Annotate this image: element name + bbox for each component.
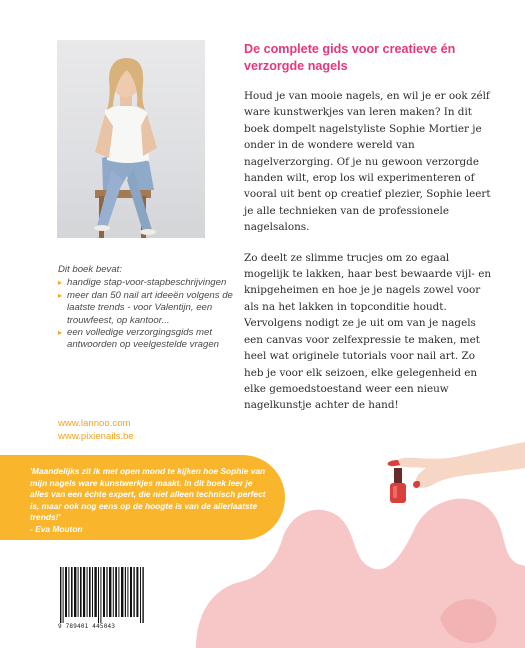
contents-item-text: meer dan 50 nail art ideeën volgens de laatste trends - voor Valentijn, een trouwfeest, op kantoor... <box>67 289 233 326</box>
contents-heading: Dit boek bevat: <box>58 264 122 275</box>
author-site-link[interactable]: www.pixienails.be <box>58 431 134 442</box>
testimonial-quote <box>30 466 270 535</box>
contents-item-text: een volledige verzorgingsgids met antwoorden op veelgestelde vragen <box>67 327 220 351</box>
publisher-link[interactable]: www.lannoo.com <box>58 418 131 429</box>
isbn-number: 9 789401 445043 <box>58 623 116 630</box>
arrow-bullet-icon: ▸ <box>58 278 63 288</box>
barcode-bars-icon <box>58 567 146 623</box>
quote-text: 'Maandelijks zit ik met open mond te kijken hoe Sophie van mijn nagels ware kunstwerkjes maakt. In dit boek leer je alles van een échte expert, die niet alleen technisch perfect is, maar ook nog eens op de hoogte is van de allerlaatste trends!' <box>30 466 266 522</box>
cover-title: De complete gids voor creatieve én verzorgde nagels <box>244 42 456 73</box>
isbn-barcode <box>58 567 146 633</box>
contents-item-text: handige stap-voor-stapbeschrijvingen <box>67 277 227 289</box>
quote-author: - Eva Mouton <box>30 523 83 534</box>
blurb-paragraph: Houd je van mooie nagels, en wil je er ook zélf ware kunstwerkjes van leren maken? In dit boek dompelt nagelstyliste Sophie Mortier je onder in de wondere wereld van nagelverzorging. Of je nu gewoon verzorgde handen wilt, erop los wil experimenteren of vooral uit bent op creatief plezier, Sophie leert je alle technieken van de professionele nagelsalons. <box>244 90 491 234</box>
hand-with-polish-icon <box>388 442 525 503</box>
blurb-paragraph: Zo deelt ze slimme trucjes om zo egaal mogelijk te lakken, haar best bewaarde vijl- en knipgeheimen en hoe je je nagels zowel voor als na het lakken in topconditie houdt. Vervolgens nodigt ze je uit om van je nagels een canvas voor zelfexpressie te maken, met heel wat originele tutorials voor nail art. Zo heb je voor elk seizoen, elke gelegenheid en elke gemoedstoestand weer een nieuw nagelkunstje achter de hand! <box>244 251 492 412</box>
arrow-bullet-icon: ▸ <box>58 290 63 300</box>
arrow-bullet-icon: ▸ <box>58 328 63 338</box>
